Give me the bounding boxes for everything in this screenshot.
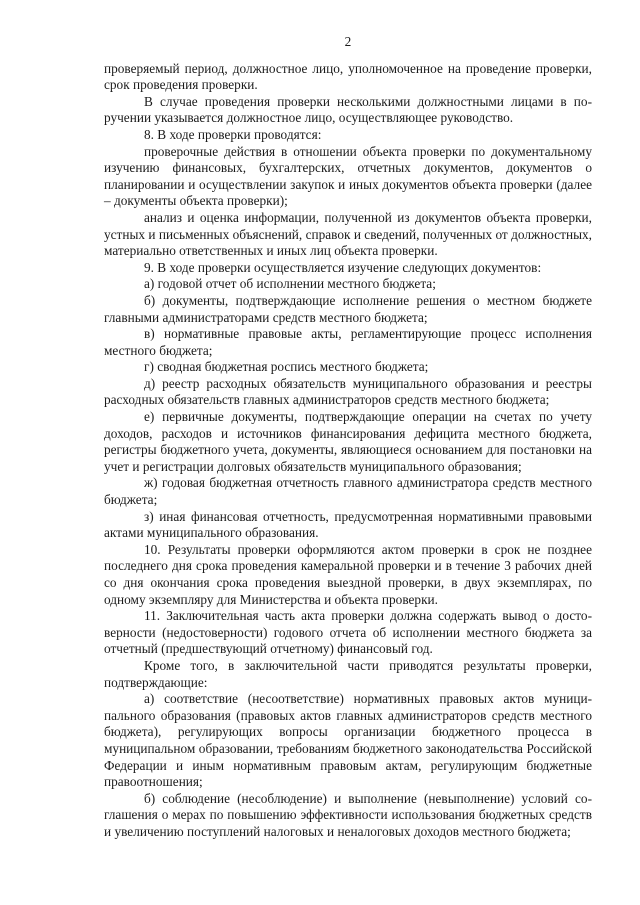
- paragraph: Кроме того, в заключительной части приводятся результаты проверки, подтверждающие:: [104, 657, 592, 690]
- list-item: б) документы, подтверждающие исполнение решения о местном бюджете главными администраторами средств местного бюджета;: [104, 292, 592, 325]
- page-number: 2: [344, 34, 352, 49]
- paragraph: 8. В ходе проверки проводятся:: [144, 126, 322, 142]
- list-item: а) годовой отчет об исполнении местного бюджета;: [144, 276, 436, 292]
- list-item: е) первичные документы, подтверждающие операции на счетах по учету доходов, расходов и источников финансирования дефицита местного бюджета, регистры бюджетного учета, документы, являющиеся основанием для постановки на учет и регистрации долговых обязательств муниципального образования;: [104, 409, 592, 474]
- list-item: а) соответствие (несоответствие) нормативных правовых актов муниципального образования (правовых актов главных администраторов средств местного бюджета), регулирующих вопросы организации бюджетного процесса в муниципальном образовании, требованиям бюджетного законодательства Российской Федерации и иным нормативным правовым актам, регулирующим бюджетные правоотношения;: [104, 691, 592, 790]
- list-item: з) иная финансовая отчетность, предусмотренная нормативными правовыми актами муниципального образования.: [104, 508, 592, 541]
- list-item: г) сводная бюджетная роспись местного бюджета;: [144, 359, 429, 375]
- list-item: д) реестр расходных обязательств муниципального образования и реестры расходных обязательств главных администраторов средств местного бюджета;: [104, 375, 592, 408]
- paragraph: анализ и оценка информации, полученной из документов объекта проверки, устных и письменных объяснений, справок и сведений, полученных от должностных, материально ответственных и иных лиц объекта проверки.: [104, 209, 592, 259]
- paragraph: В случае проведения проверки несколькими должностными лицами в поручении указывается должностное лицо, осуществляющее руководство.: [104, 93, 592, 126]
- document-page: [104, 34, 592, 841]
- paragraph: 10. Результаты проверки оформляются актом проверки в срок не позднее последнего дня срока проведения камеральной проверки и в течение 3 рабочих дней со дня окончания срока проведения выездной проверки, в двух экземплярах, по одному экземпляру для Министерства и объекта проверки.: [104, 541, 592, 607]
- list-item: б) соблюдение (несоблюдение) и выполнение (невыполнение) условий соглашения о мерах по повышению эффективности использования бюджетных средств и увеличению поступлений налоговых и неналоговых доходов местного бюджета;: [104, 790, 592, 839]
- paragraph: 11. Заключительная часть акта проверки должна содержать вывод о достоверности (недостоверности) годового отчета об исполнении местного бюджета за отчетный (предшествующий отчетному) финансовый год.: [104, 608, 592, 657]
- list-item: ж) годовая бюджетная отчетность главного администратора средств местного бюджета;: [104, 475, 592, 508]
- list-item: в) нормативные правовые акты, регламентирующие процесс исполнения местного бюджета;: [104, 326, 592, 358]
- paragraph: 9. В ходе проверки осуществляется изучение следующих документов:: [144, 259, 542, 275]
- paragraph: проверочные действия в отношении объекта проверки по документальному изучению финансовых, бухгалтерских, отчетных документов, документов о планировании и осуществлении закупок и иных документов объекта проверки (далее – документы объекта проверки);: [104, 143, 592, 209]
- paragraph: проверяемый период, должностное лицо, уполномоченное на проведение проверки, срок проведения проверки.: [104, 60, 592, 93]
